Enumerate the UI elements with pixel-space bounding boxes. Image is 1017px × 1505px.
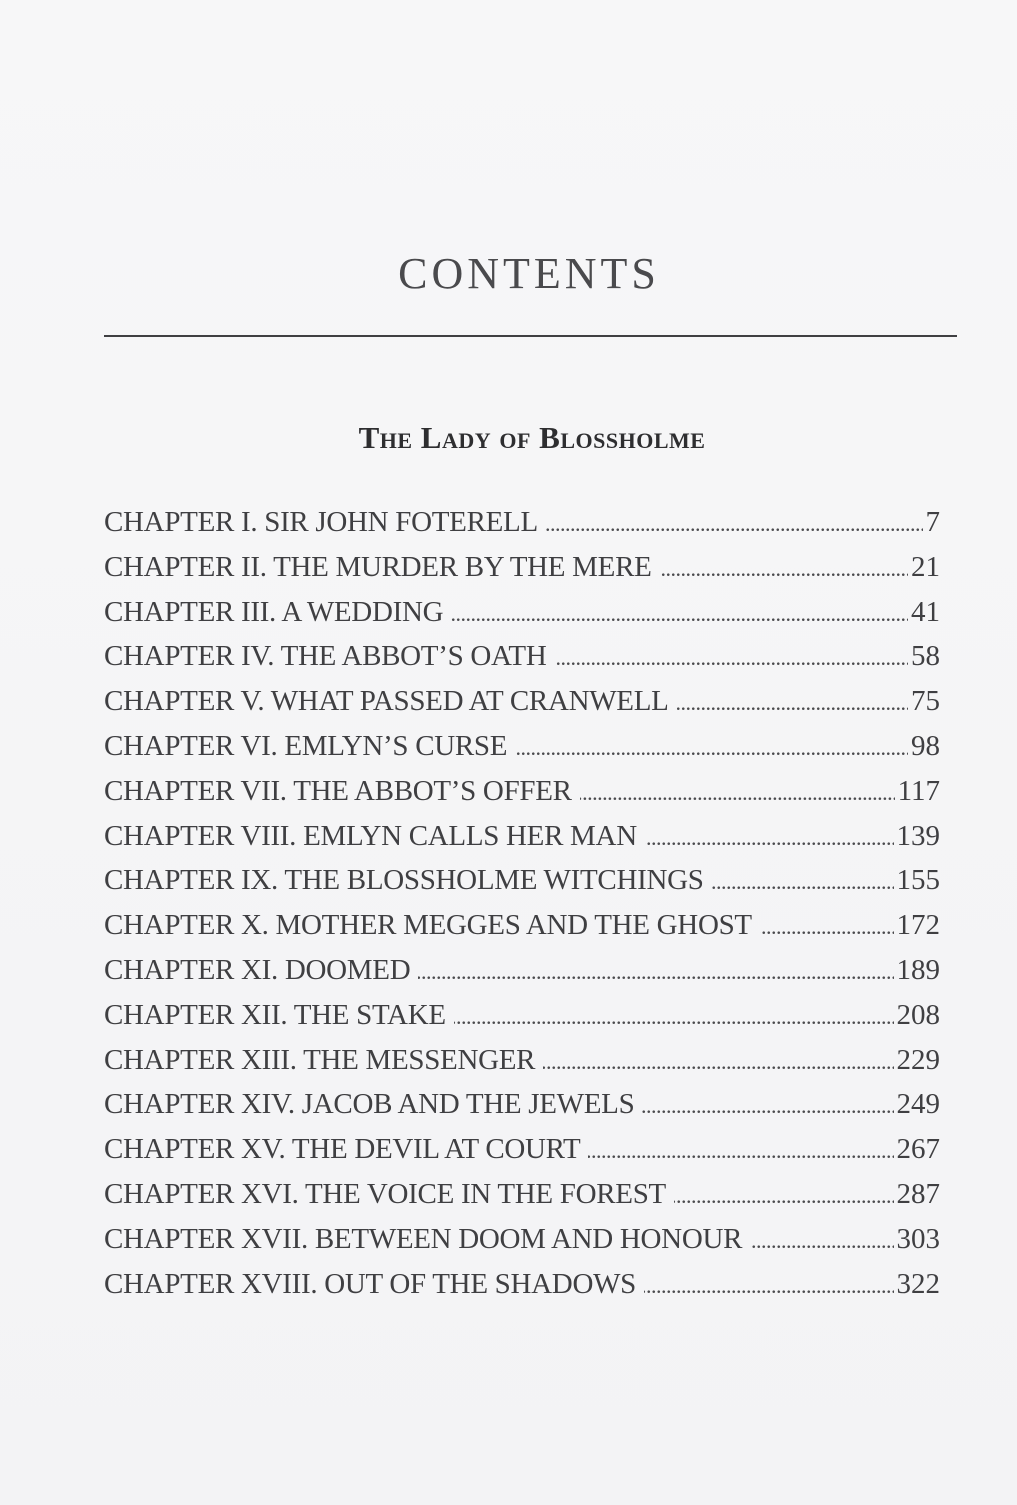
chapter-title: CHAPTER IX. THE BLOSSHOLME WITCHINGS <box>104 864 704 897</box>
page-number: 58 <box>911 640 940 673</box>
toc-entry-11 <box>104 954 940 999</box>
page-number: 208 <box>896 998 940 1031</box>
page-number: 172 <box>896 909 940 942</box>
toc-entry-4 <box>104 640 940 685</box>
page-number: 267 <box>896 1133 940 1166</box>
heading-rule <box>104 335 957 337</box>
contents-heading: CONTENTS <box>398 249 660 298</box>
chapter-title: CHAPTER XI. DOOMED <box>104 953 411 986</box>
dot-leader <box>644 1273 894 1302</box>
page-number: 155 <box>896 864 940 897</box>
page-number: 287 <box>896 1177 940 1210</box>
dot-leader <box>642 1093 893 1122</box>
dot-leader <box>454 1004 894 1033</box>
dot-leader <box>760 914 894 943</box>
chapter-title: CHAPTER XII. THE STAKE <box>104 998 446 1031</box>
toc-entry-1 <box>104 506 940 551</box>
dot-leader <box>645 825 894 854</box>
chapter-title: CHAPTER XIV. JACOB AND THE JEWELS <box>104 1088 635 1121</box>
chapter-title: CHAPTER XVII. BETWEEN DOOM AND HONOUR <box>104 1222 743 1255</box>
dot-leader <box>660 556 908 585</box>
page-number: 249 <box>896 1088 940 1121</box>
chapter-title: CHAPTER VI. EMLYN’S CURSE <box>104 729 508 762</box>
dot-leader <box>546 511 923 540</box>
dot-leader <box>555 645 909 674</box>
page-number: 7 <box>925 506 940 538</box>
book-title: The Lady of Blossholme <box>358 420 706 455</box>
toc-entry-14 <box>104 1088 940 1133</box>
dot-leader <box>418 959 893 988</box>
dot-leader <box>543 1049 893 1078</box>
toc-entry-18 <box>104 1268 940 1313</box>
toc-entry-3 <box>104 596 940 641</box>
page-number: 303 <box>896 1222 940 1255</box>
chapter-title: CHAPTER IV. THE ABBOT’S OATH <box>104 640 547 673</box>
chapter-title: CHAPTER I. SIR JOHN FOTERELL <box>104 506 538 538</box>
toc-entry-13 <box>104 1044 940 1089</box>
toc-entry-17 <box>104 1223 940 1268</box>
dot-leader <box>451 601 908 630</box>
page-number: 189 <box>896 953 940 986</box>
toc-entry-2 <box>104 551 940 596</box>
toc-entry-5 <box>104 685 940 730</box>
table-of-contents <box>104 506 940 1312</box>
dot-leader <box>677 690 908 719</box>
page-number: 117 <box>897 774 940 807</box>
toc-entry-15 <box>104 1133 940 1178</box>
page-number: 229 <box>896 1043 940 1076</box>
chapter-title: CHAPTER V. WHAT PASSED AT CRANWELL <box>104 685 669 718</box>
toc-entry-7 <box>104 775 940 820</box>
toc-entry-10 <box>104 909 940 954</box>
dot-leader <box>750 1228 893 1257</box>
chapter-title: CHAPTER VIII. EMLYN CALLS HER MAN <box>104 819 637 852</box>
chapter-title: CHAPTER XVIII. OUT OF THE SHADOWS <box>104 1267 636 1300</box>
toc-entry-6 <box>104 730 940 775</box>
chapter-title: CHAPTER XV. THE DEVIL AT COURT <box>104 1133 581 1166</box>
dot-leader <box>515 735 908 764</box>
page-number: 322 <box>896 1267 940 1300</box>
dot-leader <box>712 869 894 898</box>
dot-leader <box>580 780 895 809</box>
chapter-title: CHAPTER X. MOTHER MEGGES AND THE GHOST <box>104 909 752 942</box>
chapter-title: CHAPTER II. THE MURDER BY THE MERE <box>104 550 652 583</box>
toc-entry-8 <box>104 820 940 865</box>
dot-leader <box>674 1183 894 1212</box>
toc-entry-16 <box>104 1178 940 1223</box>
page-number: 41 <box>911 595 940 628</box>
toc-entry-9 <box>104 864 940 909</box>
dot-leader <box>588 1138 893 1167</box>
page-number: 75 <box>911 685 940 718</box>
chapter-title: CHAPTER XIII. THE MESSENGER <box>104 1043 536 1076</box>
chapter-title: CHAPTER III. A WEDDING <box>104 595 444 628</box>
toc-entry-12 <box>104 999 940 1044</box>
page-number: 139 <box>896 819 940 852</box>
page-number: 21 <box>911 550 940 583</box>
chapter-title: CHAPTER XVI. THE VOICE IN THE FOREST <box>104 1177 666 1210</box>
page-number: 98 <box>911 729 940 762</box>
chapter-title: CHAPTER VII. THE ABBOT’S OFFER <box>104 774 572 807</box>
